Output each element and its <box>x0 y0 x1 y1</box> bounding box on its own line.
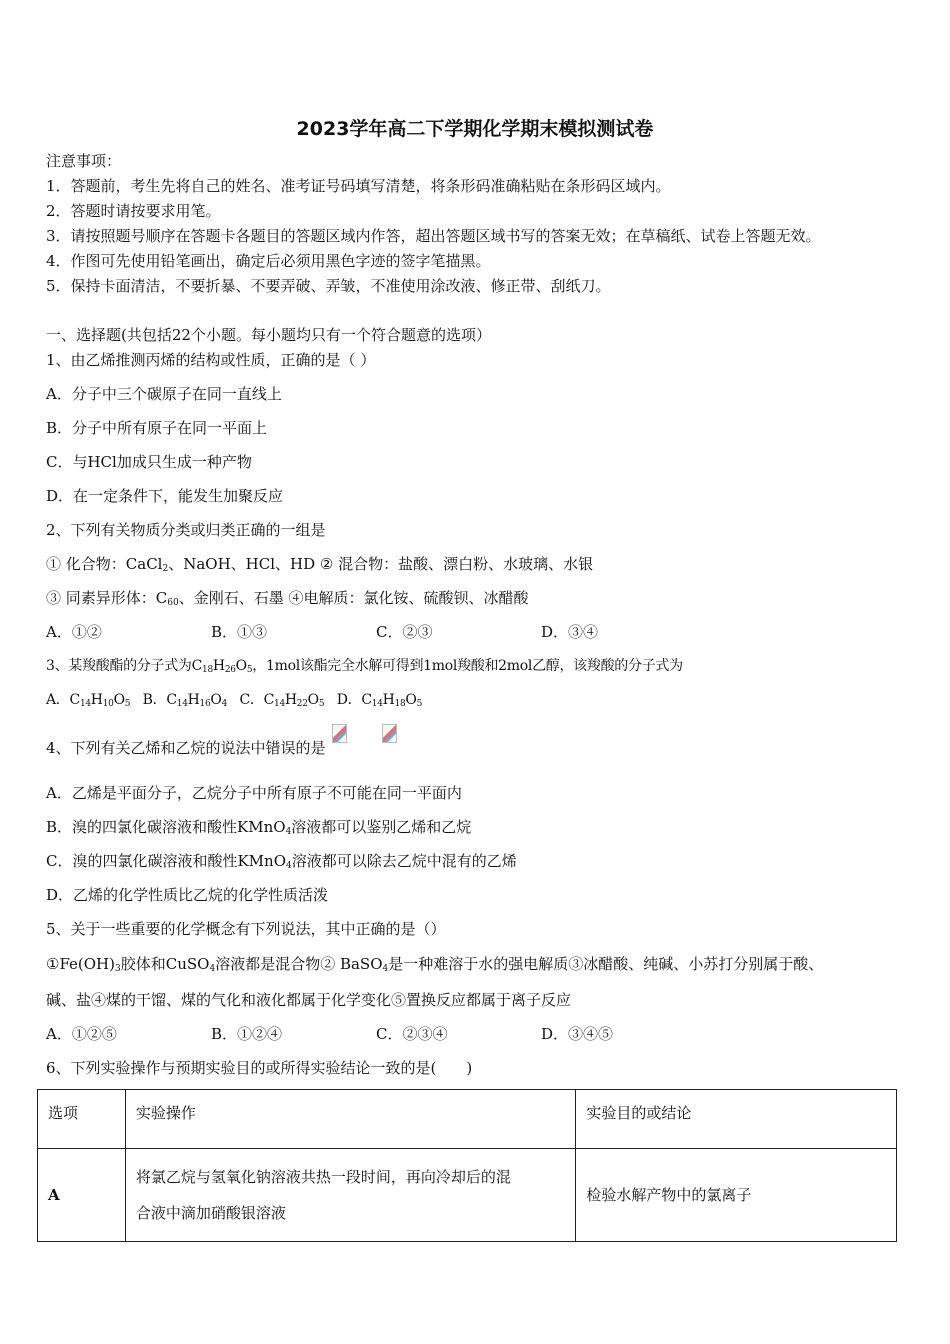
q2-stem: 2、下列有关物质分类或归类正确的一组是 <box>46 521 326 539</box>
q4-stem-text: 4、下列有关乙烯和乙烷的说法中错误的是 <box>46 739 326 757</box>
q3-stem-2: H <box>212 658 225 674</box>
q3-oa: A．C <box>46 692 80 708</box>
q4-option-a: A．乙烯是平面分子，乙烷分子中所有原子不可能在同一平面内 <box>46 784 462 802</box>
q1-stem: 1、由乙烯推测丙烯的结构或性质，正确的是（ ） <box>46 351 376 369</box>
q1-option-c: C．与HCl加成只生成一种产物 <box>46 453 252 471</box>
q2-line-2 <box>46 588 528 608</box>
q3-option-a <box>46 692 130 708</box>
q6-table <box>37 1089 897 1242</box>
table-cell-option: A <box>38 1149 126 1242</box>
q3-stem <box>46 656 683 676</box>
q3-ob3: 16 <box>199 699 211 709</box>
q3-od3: 18 <box>394 699 406 709</box>
q3-ob5: 4 <box>221 699 228 709</box>
q3-oc4: O <box>307 692 319 708</box>
section-heading: 一、选择题(共包括22个小题。每小题均只有一个符合题意的选项） <box>46 326 491 344</box>
table-cell-operation-line-2: 合液中滴加硝酸银溶液 <box>135 1204 286 1222</box>
q5-l1-c: 溶液都是混合物② BaSO <box>215 955 383 973</box>
q3-option-d <box>337 692 422 708</box>
q3-oc1: 14 <box>274 699 285 709</box>
notice-item-2: 2．答题时请按要求用笔。 <box>46 202 221 220</box>
q5-options <box>46 1024 706 1044</box>
q4-c2: 溶液都可以除去乙烷中混有的乙烯 <box>291 852 517 870</box>
q5-option-d: D．③④⑤ <box>541 1025 614 1043</box>
q3-od1: 14 <box>371 699 383 709</box>
q4-option-b <box>46 817 471 837</box>
q2-line-1-b: 、NaOH、HCl、HD ② 混合物：盐酸、漂白粉、水玻璃、水银 <box>168 555 594 573</box>
broken-image-icon <box>382 724 397 743</box>
q3-sub-3: 5 <box>246 665 253 675</box>
q2-option-d: D．③④ <box>541 623 599 641</box>
q3-options <box>46 690 422 710</box>
notice-item-4: 4．作图可先使用铅笔画出，确定后必须用黑色字迹的签字笔描黑。 <box>46 252 491 270</box>
table-cell-operation-line-1: 将氯乙烷与氢氧化钠溶液共热一段时间，再向冷却后的混 <box>135 1168 511 1186</box>
q4-b-sub: 4 <box>285 827 292 837</box>
notice-item-5: 5．保持卡面清洁，不要折暴、不要弄破、弄皱，不准使用涂改液、修正带、刮纸刀。 <box>46 277 611 295</box>
q3-oc3: 22 <box>296 699 308 709</box>
q6-stem: 6、下列实验操作与预期实验目的或所得实验结论一致的是( ) <box>46 1059 473 1077</box>
q4-c-sub: 4 <box>286 861 292 871</box>
q2-line-1-a: ① 化合物：CaCl <box>46 555 163 573</box>
q3-oa4: O <box>113 692 125 708</box>
q1-option-d: D．在一定条件下，能发生加聚反应 <box>46 487 284 505</box>
q1-option-a: A．分子中三个碳原子在同一直线上 <box>46 385 282 403</box>
table-header-operation: 实验操作 <box>125 1090 575 1149</box>
q4-option-c <box>46 851 517 871</box>
notice-item-1: 1．答题前，考生先将自己的姓名、准考证号码填写清楚，将条形码准确粘贴在条形码区域内。 <box>46 177 671 195</box>
q3-od5: 5 <box>416 699 423 709</box>
q4-option-d: D．乙烯的化学性质比乙烷的化学性质活泼 <box>46 886 329 904</box>
q2-line-2-b: 、金刚石、石墨 ④电解质：氯化铵、硫酸钡、冰醋酸 <box>178 589 529 607</box>
q3-oa5: 5 <box>124 699 131 709</box>
q5-l1-d: 是一种难溶于水的强电解质③冰醋酸、纯碱、小苏打分别属于酸、 <box>388 955 824 973</box>
q3-ob: B．C <box>142 692 177 708</box>
q5-line-1 <box>46 954 823 974</box>
q2-line-2-sub: 60 <box>167 598 179 608</box>
table-header-conclusion: 实验目的或结论 <box>576 1090 897 1149</box>
q3-ob1: 14 <box>176 699 188 709</box>
q5-l1-sub3: 4 <box>382 964 389 974</box>
notice-heading: 注意事项： <box>46 152 122 170</box>
q3-option-b <box>143 692 227 708</box>
q3-od4: O <box>405 692 417 708</box>
q5-l1-sub1: 3 <box>115 964 121 974</box>
q5-l1-b: 胶体和CuSO <box>120 955 210 973</box>
q3-oc5: 5 <box>318 699 325 709</box>
q3-stem-3: O <box>235 658 247 674</box>
q3-stem-4: ，1mol该酯完全水解可得到1mol羧酸和2mol乙醇，该羧酸的分子式为 <box>252 658 683 674</box>
q4-stem <box>46 736 397 758</box>
q3-ob2: H <box>187 692 200 708</box>
page-title: 2023学年高二下学期化学期末模拟测试卷 <box>296 118 654 140</box>
q3-oc: C．C <box>239 692 275 708</box>
q5-line-2: 碱、盐④煤的干馏、煤的气化和液化都属于化学变化⑤置换反应都属于离子反应 <box>46 991 572 1009</box>
broken-image-icon <box>332 724 347 743</box>
notice-item-3: 3．请按照题号顺序在答题卡各题目的答题区域内作答，超出答题区域书写的答案无效；在草稿纸、试卷上答题无效。 <box>46 227 821 245</box>
q3-sub-1: 18 <box>202 665 213 675</box>
q3-option-c <box>239 692 324 708</box>
q5-option-c: C．②③④ <box>376 1025 448 1043</box>
q2-option-a: A．①② <box>46 623 102 641</box>
q4-b2: 溶液都可以鉴别乙烯和乙烷 <box>291 818 472 836</box>
q3-od: D．C <box>336 692 372 708</box>
q3-oa1: 14 <box>79 699 91 709</box>
q3-od2: H <box>382 692 395 708</box>
q3-stem-1: 3、某羧酸酯的分子式为C <box>46 658 203 674</box>
q3-oa2: H <box>90 692 103 708</box>
q5-option-a: A．①②⑤ <box>46 1025 117 1043</box>
table-cell-operation <box>125 1149 575 1242</box>
table-cell-conclusion: 检验水解产物中的氯离子 <box>576 1149 897 1242</box>
q2-option-b: B．①③ <box>211 623 268 641</box>
q2-options <box>46 622 706 642</box>
q2-line-2-a: ③ 同素异形体：C <box>46 589 168 607</box>
q2-line-1 <box>46 554 593 574</box>
q5-stem: 5、关于一些重要的化学概念有下列说法，其中正确的是（） <box>46 920 446 938</box>
table-row <box>38 1149 897 1242</box>
q1-option-b: B．分子中所有原子在同一平面上 <box>46 419 268 437</box>
q4-c1: C．溴的四氯化碳溶液和酸性KMnO <box>46 852 287 870</box>
q3-oa3: 10 <box>102 699 114 709</box>
q5-l1-sub2: 4 <box>209 964 216 974</box>
q3-sub-2: 26 <box>224 665 236 675</box>
table-header-row <box>38 1090 897 1149</box>
q4-b1: B．溴的四氯化碳溶液和酸性KMnO <box>46 818 286 836</box>
q2-option-c: C．②③ <box>376 623 433 641</box>
q3-oc2: H <box>284 692 297 708</box>
q5-l1-a: ①Fe(OH) <box>46 955 115 973</box>
q3-ob4: O <box>210 692 222 708</box>
q5-option-b: B．①②④ <box>211 1025 283 1043</box>
table-header-option: 选项 <box>38 1090 126 1149</box>
q2-line-1-sub: 2 <box>162 564 169 574</box>
